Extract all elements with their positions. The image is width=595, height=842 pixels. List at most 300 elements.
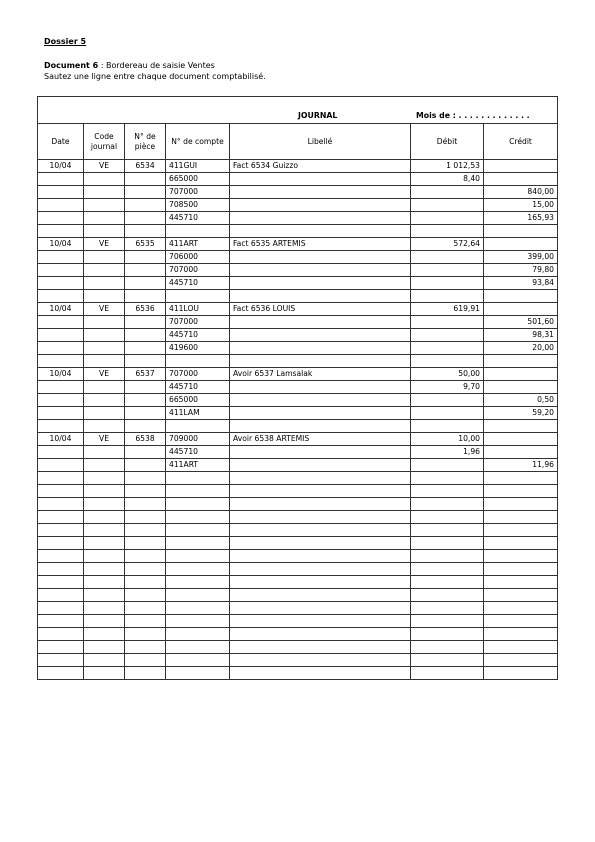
cell-piece[interactable] [125,316,166,329]
cell-code-journal[interactable] [84,381,125,394]
cell-compte[interactable] [166,628,230,641]
cell-piece[interactable] [125,355,166,368]
cell-libelle[interactable] [230,173,411,186]
cell-date[interactable] [38,277,84,290]
cell-piece[interactable] [125,524,166,537]
cell-date[interactable] [38,316,84,329]
cell-piece[interactable] [125,251,166,264]
cell-date[interactable] [38,589,84,602]
cell-compte[interactable] [166,576,230,589]
cell-debit[interactable] [411,199,484,212]
cell-piece[interactable] [125,186,166,199]
cell-libelle[interactable] [230,290,411,303]
cell-libelle[interactable] [230,316,411,329]
cell-credit[interactable]: 20,00 [484,342,558,355]
cell-compte[interactable]: 445710 [166,329,230,342]
cell-debit[interactable] [411,563,484,576]
cell-credit[interactable] [484,173,558,186]
cell-date[interactable]: 10/04 [38,303,84,316]
cell-date[interactable] [38,290,84,303]
cell-credit[interactable] [484,368,558,381]
cell-compte[interactable] [166,641,230,654]
cell-date[interactable] [38,173,84,186]
cell-piece[interactable] [125,602,166,615]
cell-date[interactable] [38,407,84,420]
cell-libelle[interactable] [230,420,411,433]
cell-compte[interactable]: 709000 [166,433,230,446]
cell-debit[interactable] [411,628,484,641]
cell-date[interactable] [38,186,84,199]
cell-date[interactable] [38,251,84,264]
cell-debit[interactable] [411,420,484,433]
cell-compte[interactable] [166,355,230,368]
cell-libelle[interactable] [230,628,411,641]
table-row [38,511,558,524]
cell-credit[interactable] [484,563,558,576]
cell-piece[interactable] [125,628,166,641]
cell-date[interactable] [38,485,84,498]
cell-date[interactable] [38,329,84,342]
cell-compte[interactable]: 411LAM [166,407,230,420]
cell-code-journal[interactable] [84,615,125,628]
cell-piece[interactable] [125,472,166,485]
cell-piece[interactable] [125,667,166,680]
table-row [38,160,558,173]
cell-compte[interactable]: 707000 [166,316,230,329]
cell-piece[interactable]: 6537 [125,368,166,381]
cell-compte[interactable]: 445710 [166,381,230,394]
cell-code-journal[interactable] [84,251,125,264]
cell-compte[interactable] [166,420,230,433]
cell-code-journal[interactable] [84,342,125,355]
document-description: : Bordereau de saisie Ventes [98,61,215,70]
cell-compte[interactable] [166,589,230,602]
cell-code-journal[interactable] [84,511,125,524]
cell-libelle[interactable] [230,277,411,290]
cell-libelle[interactable] [230,186,411,199]
cell-code-journal[interactable] [84,316,125,329]
cell-date[interactable] [38,602,84,615]
cell-debit[interactable]: 50,00 [411,368,484,381]
cell-libelle[interactable] [230,199,411,212]
cell-compte[interactable] [166,654,230,667]
cell-credit[interactable] [484,433,558,446]
cell-piece[interactable] [125,511,166,524]
cell-piece[interactable] [125,550,166,563]
cell-credit[interactable] [484,290,558,303]
cell-debit[interactable] [411,316,484,329]
cell-code-journal[interactable] [84,550,125,563]
cell-compte[interactable] [166,485,230,498]
cell-compte[interactable]: 707000 [166,264,230,277]
cell-piece[interactable] [125,381,166,394]
cell-credit[interactable] [484,446,558,459]
cell-credit[interactable]: 15,00 [484,199,558,212]
cell-compte[interactable]: 419600 [166,342,230,355]
cell-debit[interactable] [411,615,484,628]
cell-debit[interactable] [411,277,484,290]
cell-date[interactable] [38,446,84,459]
cell-credit[interactable] [484,550,558,563]
cell-compte[interactable]: 708500 [166,199,230,212]
cell-compte[interactable] [166,563,230,576]
cell-libelle[interactable] [230,407,411,420]
cell-piece[interactable] [125,225,166,238]
cell-code-journal[interactable] [84,420,125,433]
cell-piece[interactable] [125,446,166,459]
cell-libelle[interactable] [230,524,411,537]
cell-compte[interactable]: 411GUI [166,160,230,173]
cell-compte[interactable] [166,225,230,238]
cell-credit[interactable] [484,641,558,654]
cell-date[interactable]: 10/04 [38,433,84,446]
cell-code-journal[interactable] [84,537,125,550]
cell-piece[interactable] [125,654,166,667]
cell-piece[interactable]: 6538 [125,433,166,446]
cell-debit[interactable] [411,524,484,537]
cell-piece[interactable] [125,264,166,277]
cell-libelle[interactable] [230,654,411,667]
cell-compte[interactable]: 411ART [166,238,230,251]
cell-compte[interactable] [166,290,230,303]
cell-date[interactable]: 10/04 [38,238,84,251]
table-row [38,329,558,342]
cell-libelle[interactable] [230,212,411,225]
cell-code-journal[interactable] [84,199,125,212]
cell-debit[interactable]: 1 012,53 [411,160,484,173]
cell-piece[interactable] [125,342,166,355]
cell-code-journal[interactable] [84,264,125,277]
cell-date[interactable] [38,524,84,537]
cell-piece[interactable] [125,173,166,186]
cell-piece[interactable] [125,576,166,589]
cell-piece[interactable] [125,199,166,212]
column-header-credit: Crédit [484,124,558,160]
cell-compte[interactable]: 411ART [166,459,230,472]
cell-compte[interactable]: 411LOU [166,303,230,316]
cell-date[interactable] [38,537,84,550]
cell-code-journal[interactable] [84,355,125,368]
cell-credit[interactable] [484,472,558,485]
cell-date[interactable] [38,628,84,641]
cell-code-journal[interactable]: VE [84,368,125,381]
table-row [38,576,558,589]
cell-date[interactable] [38,563,84,576]
cell-compte[interactable]: 445710 [166,446,230,459]
cell-code-journal[interactable]: VE [84,303,125,316]
cell-code-journal[interactable] [84,407,125,420]
cell-piece[interactable] [125,498,166,511]
cell-compte[interactable] [166,602,230,615]
cell-libelle[interactable] [230,329,411,342]
cell-date[interactable] [38,576,84,589]
cell-debit[interactable] [411,641,484,654]
cell-debit[interactable]: 1,96 [411,446,484,459]
table-row [38,537,558,550]
cell-date[interactable] [38,342,84,355]
cell-date[interactable] [38,654,84,667]
cell-credit[interactable] [484,537,558,550]
cell-debit[interactable] [411,225,484,238]
cell-code-journal[interactable] [84,173,125,186]
cell-libelle[interactable]: Fact 6535 ARTEMIS [230,238,411,251]
cell-libelle[interactable] [230,615,411,628]
cell-libelle[interactable]: Avoir 6537 Lamsalak [230,368,411,381]
cell-libelle[interactable] [230,537,411,550]
cell-credit[interactable] [484,615,558,628]
cell-piece[interactable] [125,641,166,654]
cell-compte[interactable]: 445710 [166,277,230,290]
cell-date[interactable] [38,225,84,238]
cell-credit[interactable]: 59,20 [484,407,558,420]
cell-credit[interactable]: 79,80 [484,264,558,277]
table-row [38,628,558,641]
cell-code-journal[interactable] [84,186,125,199]
cell-debit[interactable] [411,550,484,563]
cell-debit[interactable] [411,407,484,420]
cell-debit[interactable] [411,602,484,615]
cell-credit[interactable] [484,524,558,537]
cell-credit[interactable] [484,667,558,680]
cell-date[interactable] [38,420,84,433]
cell-credit[interactable] [484,303,558,316]
cell-piece[interactable] [125,420,166,433]
column-header-compte: N° de compte [166,124,230,160]
mois-field[interactable]: Mois de : . . . . . . . . . . . . . [416,111,530,120]
cell-credit[interactable]: 399,00 [484,251,558,264]
cell-libelle[interactable] [230,667,411,680]
cell-piece[interactable] [125,537,166,550]
cell-libelle[interactable] [230,498,411,511]
cell-credit[interactable] [484,511,558,524]
cell-credit[interactable] [484,628,558,641]
cell-piece[interactable] [125,459,166,472]
cell-credit[interactable]: 501,60 [484,316,558,329]
cell-libelle[interactable] [230,264,411,277]
cell-debit[interactable] [411,329,484,342]
cell-debit[interactable] [411,290,484,303]
cell-piece[interactable] [125,615,166,628]
cell-credit[interactable] [484,225,558,238]
cell-code-journal[interactable] [84,667,125,680]
cell-libelle[interactable] [230,563,411,576]
journal-banner-row [38,97,558,124]
cell-debit[interactable]: 9,70 [411,381,484,394]
cell-date[interactable] [38,394,84,407]
cell-libelle[interactable]: Fact 6534 Guizzo [230,160,411,173]
cell-date[interactable] [38,615,84,628]
cell-debit[interactable] [411,251,484,264]
cell-code-journal[interactable] [84,329,125,342]
cell-libelle[interactable] [230,589,411,602]
cell-code-journal[interactable] [84,290,125,303]
cell-debit[interactable]: 619,91 [411,303,484,316]
cell-debit[interactable] [411,472,484,485]
cell-libelle[interactable] [230,485,411,498]
cell-libelle[interactable] [230,472,411,485]
table-row [38,303,558,316]
cell-code-journal[interactable] [84,589,125,602]
cell-debit[interactable] [411,511,484,524]
cell-code-journal[interactable] [84,524,125,537]
cell-libelle[interactable] [230,381,411,394]
cell-credit[interactable] [484,576,558,589]
cell-debit[interactable] [411,654,484,667]
cell-code-journal[interactable]: VE [84,238,125,251]
cell-piece[interactable] [125,290,166,303]
cell-compte[interactable]: 707000 [166,368,230,381]
table-row [38,459,558,472]
cell-code-journal[interactable] [84,628,125,641]
cell-libelle[interactable] [230,394,411,407]
cell-compte[interactable] [166,537,230,550]
cell-libelle[interactable] [230,251,411,264]
cell-debit[interactable] [411,537,484,550]
cell-date[interactable] [38,355,84,368]
cell-compte[interactable]: 445710 [166,212,230,225]
cell-credit[interactable] [484,485,558,498]
cell-piece[interactable]: 6536 [125,303,166,316]
cell-credit[interactable] [484,355,558,368]
cell-debit[interactable] [411,459,484,472]
column-header-date: Date [38,124,84,160]
cell-credit[interactable] [484,420,558,433]
cell-libelle[interactable] [230,355,411,368]
table-row [38,641,558,654]
cell-credit[interactable]: 840,00 [484,186,558,199]
cell-libelle[interactable] [230,550,411,563]
cell-debit[interactable] [411,498,484,511]
cell-piece[interactable] [125,394,166,407]
cell-compte[interactable]: 706000 [166,251,230,264]
cell-compte[interactable] [166,667,230,680]
cell-debit[interactable]: 572,64 [411,238,484,251]
cell-debit[interactable] [411,485,484,498]
cell-code-journal[interactable] [84,576,125,589]
cell-credit[interactable] [484,654,558,667]
cell-date[interactable] [38,212,84,225]
cell-compte[interactable] [166,615,230,628]
cell-compte[interactable]: 665000 [166,394,230,407]
cell-libelle[interactable] [230,576,411,589]
cell-compte[interactable] [166,472,230,485]
cell-compte[interactable] [166,511,230,524]
cell-date[interactable] [38,199,84,212]
cell-code-journal[interactable] [84,459,125,472]
journal-banner [38,97,558,124]
cell-credit[interactable] [484,238,558,251]
cell-credit[interactable]: 11,96 [484,459,558,472]
cell-compte[interactable] [166,524,230,537]
cell-date[interactable] [38,264,84,277]
cell-libelle[interactable] [230,511,411,524]
cell-credit[interactable]: 98,31 [484,329,558,342]
cell-credit[interactable]: 165,93 [484,212,558,225]
cell-piece[interactable]: 6535 [125,238,166,251]
cell-debit[interactable] [411,212,484,225]
cell-code-journal[interactable] [84,225,125,238]
cell-date[interactable] [38,381,84,394]
cell-date[interactable] [38,459,84,472]
cell-code-journal[interactable] [84,394,125,407]
cell-date[interactable]: 10/04 [38,160,84,173]
cell-code-journal[interactable] [84,446,125,459]
cell-credit[interactable]: 0,50 [484,394,558,407]
cell-piece[interactable] [125,329,166,342]
column-header-libelle: Libellé [230,124,411,160]
cell-date[interactable] [38,498,84,511]
cell-libelle[interactable] [230,602,411,615]
column-header-code-journal: Code journal [84,124,125,160]
cell-libelle[interactable] [230,446,411,459]
cell-credit[interactable] [484,160,558,173]
cell-code-journal[interactable] [84,602,125,615]
cell-piece[interactable] [125,212,166,225]
table-row [38,563,558,576]
cell-code-journal[interactable] [84,498,125,511]
cell-date[interactable] [38,667,84,680]
cell-debit[interactable] [411,576,484,589]
cell-libelle[interactable] [230,641,411,654]
cell-piece[interactable] [125,277,166,290]
cell-code-journal[interactable] [84,277,125,290]
cell-debit[interactable] [411,589,484,602]
cell-credit[interactable] [484,602,558,615]
cell-date[interactable] [38,472,84,485]
cell-debit[interactable] [411,342,484,355]
cell-debit[interactable]: 10,00 [411,433,484,446]
cell-compte[interactable] [166,550,230,563]
cell-debit[interactable] [411,264,484,277]
cell-date[interactable] [38,511,84,524]
cell-piece[interactable] [125,485,166,498]
cell-piece[interactable] [125,407,166,420]
cell-debit[interactable] [411,355,484,368]
cell-piece[interactable]: 6534 [125,160,166,173]
cell-piece[interactable] [125,589,166,602]
cell-credit[interactable] [484,498,558,511]
cell-code-journal[interactable]: VE [84,160,125,173]
cell-code-journal[interactable] [84,641,125,654]
cell-code-journal[interactable] [84,654,125,667]
cell-code-journal[interactable] [84,485,125,498]
cell-date[interactable] [38,641,84,654]
cell-credit[interactable]: 93,84 [484,277,558,290]
cell-libelle[interactable] [230,225,411,238]
cell-code-journal[interactable] [84,212,125,225]
cell-debit[interactable] [411,186,484,199]
cell-code-journal[interactable]: VE [84,433,125,446]
cell-credit[interactable] [484,381,558,394]
table-row [38,316,558,329]
cell-compte[interactable]: 707000 [166,186,230,199]
cell-debit[interactable] [411,667,484,680]
cell-date[interactable]: 10/04 [38,368,84,381]
cell-debit[interactable] [411,394,484,407]
cell-date[interactable] [38,550,84,563]
cell-piece[interactable] [125,563,166,576]
cell-libelle[interactable]: Avoir 6538 ARTEMIS [230,433,411,446]
cell-compte[interactable]: 665000 [166,173,230,186]
cell-compte[interactable] [166,498,230,511]
cell-libelle[interactable]: Fact 6536 LOUIS [230,303,411,316]
cell-libelle[interactable] [230,459,411,472]
cell-credit[interactable] [484,589,558,602]
cell-code-journal[interactable] [84,472,125,485]
cell-libelle[interactable] [230,342,411,355]
cell-code-journal[interactable] [84,563,125,576]
cell-debit[interactable]: 8,40 [411,173,484,186]
